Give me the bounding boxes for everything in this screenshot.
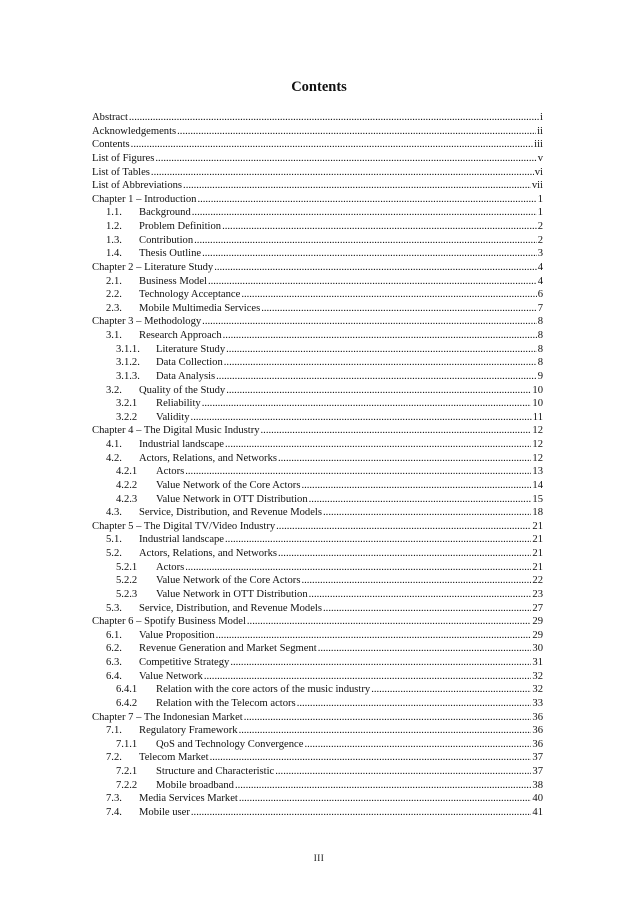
toc-entry-page: 2 (537, 234, 543, 246)
toc-entry-number: 1.2. (106, 221, 122, 232)
dot-leader (304, 738, 531, 752)
toc-entry[interactable] (92, 411, 543, 425)
toc-entry-label: Value Network in OTT Distribution (156, 588, 308, 600)
toc-entry[interactable] (92, 724, 543, 738)
toc-entry[interactable] (92, 683, 543, 697)
toc-entry-label: Telecom Market (139, 752, 209, 764)
toc-entry-label: Service, Distribution, and Revenue Models (139, 602, 323, 614)
toc-entry-page: 8 (537, 357, 543, 369)
toc-entry-label: Chapter 6 – Spotify Business Model (92, 616, 246, 628)
toc-entry[interactable] (92, 656, 543, 670)
dot-leader (261, 302, 536, 316)
toc-entry[interactable] (92, 751, 543, 765)
toc-entry-label: Relation with the Telecom actors (156, 697, 296, 709)
toc-entry[interactable] (92, 424, 543, 438)
toc-entry-number: 1.3. (106, 234, 122, 246)
toc-entry-label: Mobile user (139, 806, 190, 818)
toc-entry-page: 41 (532, 806, 543, 818)
toc-entry-label: Regulatory Framework (139, 725, 238, 737)
dot-leader (225, 438, 531, 452)
toc-entry-page: 36 (532, 725, 543, 737)
toc-entry-label: Value Network of the Core Actors (156, 575, 301, 587)
dot-leader (235, 779, 531, 793)
toc-entry-label: Industrial landscape (139, 534, 225, 546)
dot-leader (323, 506, 531, 520)
toc-entry-number: 3.1.1. (116, 343, 140, 355)
toc-entry[interactable] (92, 738, 543, 752)
toc-entry[interactable] (92, 765, 543, 779)
toc-entry-label: Chapter 2 – Literature Study (92, 261, 214, 273)
toc-entry[interactable] (92, 452, 543, 466)
toc-entry-label: Research Approach (139, 330, 222, 341)
toc-entry-page: 29 (532, 616, 543, 628)
toc-entry-label: Acknowledgements (92, 125, 177, 137)
toc-entry-label: Mobile broadband (156, 779, 234, 791)
dot-leader (216, 370, 537, 384)
toc-entry-label: Value Network of the Core Actors (156, 479, 301, 491)
toc-entry[interactable] (92, 370, 543, 384)
toc-entry[interactable] (92, 125, 543, 139)
toc-entry-label: List of Figures (92, 152, 155, 164)
toc-entry-page: 36 (532, 711, 543, 723)
toc-entry-page: 33 (532, 697, 543, 709)
toc-entry[interactable] (92, 234, 543, 248)
toc-entry-page: 1 (537, 193, 543, 205)
dot-leader (202, 315, 537, 329)
toc-entry-page: 8 (537, 316, 543, 328)
toc-entry-page: 11 (532, 411, 543, 423)
toc-entry[interactable] (92, 206, 543, 220)
toc-entry[interactable] (92, 166, 543, 180)
dot-leader (226, 384, 531, 398)
dot-leader (194, 234, 537, 248)
dot-leader (216, 629, 532, 643)
toc-entry-number: 6.4.1 (116, 684, 138, 696)
toc-entry-label: Chapter 7 – The Indonesian Market (92, 711, 243, 723)
toc-entry-label: Structure and Characteristic (156, 766, 275, 777)
dot-leader (239, 792, 532, 806)
dot-leader (185, 561, 531, 575)
toc-entry-page: 37 (532, 766, 543, 777)
toc-entry-page: 23 (532, 588, 543, 600)
toc-entry-page: 1 (537, 207, 543, 219)
toc-entry[interactable] (92, 288, 543, 302)
toc-entry-label: Thesis Outline (139, 248, 202, 260)
toc-entry-number: 5.2.2 (116, 575, 138, 587)
toc-entry-number: 3.2. (106, 384, 122, 396)
toc-entry-label: Actors (156, 466, 185, 478)
dot-leader (276, 520, 531, 534)
toc-entry-page: vi (534, 166, 543, 178)
toc-entry[interactable] (92, 479, 543, 493)
dot-leader (223, 329, 537, 343)
toc-entry[interactable] (92, 179, 543, 193)
toc-entry-number: 4.2.2 (116, 479, 138, 491)
toc-entry-number: 6.3. (106, 657, 122, 668)
toc-entry[interactable] (92, 152, 543, 166)
dot-leader (318, 642, 532, 656)
toc-entry-number: 7.2.1 (116, 766, 138, 777)
toc-entry-label: List of Tables (92, 166, 150, 178)
toc-entry-label: Abstract (92, 112, 128, 123)
dot-leader (210, 751, 532, 765)
toc-entry-number: 2.1. (106, 275, 122, 287)
toc-entry-label: Actors (156, 561, 185, 573)
dot-leader (222, 220, 537, 234)
toc-entry-number: 7.1. (106, 725, 122, 737)
toc-entry[interactable] (92, 438, 543, 452)
toc-entry-page: 6 (537, 289, 543, 301)
toc-entry-number: 4.2.1 (116, 466, 138, 478)
toc-entry[interactable] (92, 711, 543, 725)
toc-entry-page: 14 (532, 479, 543, 491)
toc-entry[interactable] (92, 520, 543, 534)
toc-entry-number: 5.2. (106, 548, 122, 559)
toc-entry[interactable] (92, 547, 543, 561)
toc-entry[interactable] (92, 397, 543, 411)
toc-entry-label: Actors, Relations, and Networks (139, 452, 277, 464)
toc-entry[interactable] (92, 329, 543, 343)
page-number-footer: III (313, 853, 325, 863)
toc-entry-label: Chapter 5 – The Digital TV/Video Industry (92, 520, 276, 532)
toc-entry-page: 4 (537, 261, 543, 273)
dot-leader (197, 193, 536, 207)
toc-entry-label: Relation with the core actors of the music industry (156, 684, 371, 696)
toc-entry-label: Contribution (139, 234, 194, 246)
page-title: Contents (291, 79, 347, 95)
toc-entry-label: Media Services Market (139, 793, 238, 805)
toc-entry-page: 22 (532, 575, 543, 587)
toc-entry-number: 5.2.1 (116, 561, 138, 573)
dot-leader (301, 574, 531, 588)
toc-entry-page: 18 (532, 507, 543, 519)
toc-entry-label: Industrial landscape (139, 439, 225, 450)
toc-entry[interactable] (92, 343, 543, 357)
dot-leader (301, 479, 531, 493)
toc-entry-label: Literature Study (156, 343, 226, 355)
dot-leader (309, 588, 532, 602)
toc-entry-page: 32 (532, 684, 543, 696)
toc-entry[interactable] (92, 247, 543, 261)
dot-leader (204, 670, 532, 684)
dot-leader (371, 683, 531, 697)
toc-entry[interactable] (92, 642, 543, 656)
dot-leader (278, 547, 531, 561)
toc-entry[interactable] (92, 138, 543, 152)
toc-entry-page: 31 (532, 657, 543, 668)
toc-entry-page: 37 (532, 752, 543, 764)
toc-entry-label: Value Network in OTT Distribution (156, 493, 308, 505)
toc-entry-label: Actors, Relations, and Networks (139, 548, 277, 559)
toc-entry-label: Chapter 4 – The Digital Music Industry (92, 425, 260, 437)
toc-entry-number: 4.1. (106, 439, 122, 450)
toc-entry-label: Value Network (139, 670, 203, 682)
toc-entry[interactable] (92, 574, 543, 588)
dot-leader (214, 261, 536, 275)
toc-entry-label: Problem Definition (139, 221, 222, 232)
toc-entry[interactable] (92, 111, 543, 125)
toc-entry-page: vii (531, 180, 543, 192)
dot-leader (155, 152, 536, 166)
dot-leader (244, 711, 532, 725)
toc-entry-label: List of Abbreviations (92, 180, 183, 192)
dot-leader (191, 806, 532, 820)
toc-entry-page: 13 (532, 466, 543, 478)
toc-entry-page: 12 (532, 452, 543, 464)
toc-entry[interactable] (92, 561, 543, 575)
dot-leader (129, 111, 539, 125)
toc-entry-page: 36 (532, 738, 543, 750)
toc-entry-number: 6.4. (106, 670, 122, 682)
toc-entry-number: 7.2. (106, 752, 122, 764)
toc-entry-label: Chapter 1 – Introduction (92, 193, 197, 205)
toc-entry-number: 5.3. (106, 602, 122, 614)
toc-entry-label: Data Collection (156, 357, 223, 369)
toc-entry-number: 2.2. (106, 289, 122, 301)
toc-entry-page: 21 (532, 548, 543, 559)
toc-entry-number: 1.4. (106, 248, 122, 260)
dot-leader (177, 125, 536, 139)
toc-entry-page: ii (537, 125, 543, 137)
dot-leader (241, 288, 536, 302)
dot-leader (239, 724, 532, 738)
table-of-contents (92, 111, 543, 820)
toc-entry-number: 6.2. (106, 643, 122, 655)
toc-entry-label: Competitive Strategy (139, 657, 230, 668)
toc-entry-label: Data Analysis (156, 370, 216, 382)
toc-entry-page: 27 (532, 602, 543, 614)
toc-entry[interactable] (92, 302, 543, 316)
toc-entry-number: 5.2.3 (116, 588, 138, 600)
toc-entry-number: 5.1. (106, 534, 122, 546)
toc-entry-label: Quality of the Study (139, 384, 226, 396)
toc-entry[interactable] (92, 602, 543, 616)
dot-leader (183, 179, 531, 193)
toc-entry-number: 6.1. (106, 629, 122, 641)
toc-entry-page: 12 (532, 425, 543, 437)
dot-leader (202, 397, 532, 411)
toc-entry-page: 10 (532, 384, 543, 396)
toc-entry-page: 8 (537, 343, 543, 355)
toc-entry-number: 3.2.2 (116, 411, 138, 423)
toc-entry-number: 3.2.1 (116, 398, 138, 410)
toc-entry[interactable] (92, 261, 543, 275)
toc-entry[interactable] (92, 220, 543, 234)
toc-entry[interactable] (92, 792, 543, 806)
toc-entry-label: Validity (156, 411, 190, 423)
toc-entry-page: iii (534, 139, 543, 151)
toc-entry-label: Revenue Generation and Market Segment (139, 643, 317, 655)
toc-entry[interactable] (92, 315, 543, 329)
dot-leader (131, 138, 533, 152)
toc-entry-page: 12 (532, 439, 543, 450)
toc-entry-label: Business Model (139, 275, 207, 287)
toc-entry[interactable] (92, 806, 543, 820)
toc-entry-page: 30 (532, 643, 543, 655)
toc-entry-label: Reliability (156, 398, 201, 410)
dot-leader (309, 493, 532, 507)
toc-entry-number: 7.4. (106, 806, 122, 818)
toc-entry-number: 7.1.1 (116, 738, 138, 750)
toc-entry-page: v (537, 152, 543, 164)
toc-entry-page: 32 (532, 670, 543, 682)
toc-entry-page: 7 (537, 302, 543, 314)
dot-leader (224, 356, 537, 370)
toc-entry-label: Mobile Multimedia Services (139, 302, 261, 314)
toc-entry-page: 21 (532, 520, 543, 532)
dot-leader (185, 465, 531, 479)
toc-entry-page: 21 (532, 561, 543, 573)
toc-entry-page: 3 (537, 248, 543, 260)
toc-entry-number: 7.2.2 (116, 779, 138, 791)
toc-entry-page: 15 (532, 493, 543, 505)
toc-entry-number: 3.1.3. (116, 370, 140, 382)
toc-entry-number: 4.2. (106, 452, 122, 464)
dot-leader (192, 206, 537, 220)
toc-entry[interactable] (92, 193, 543, 207)
toc-entry-label: QoS and Technology Convergence (156, 738, 304, 750)
toc-entry-number: 2.3. (106, 302, 122, 314)
dot-leader (278, 452, 531, 466)
dot-leader (275, 765, 531, 779)
toc-entry-number: 6.4.2 (116, 697, 138, 709)
toc-entry-number: 3.1.2. (116, 357, 140, 369)
toc-entry-label: Background (139, 207, 191, 219)
toc-entry-page: 38 (532, 779, 543, 791)
dot-leader (247, 615, 532, 629)
toc-entry[interactable] (92, 356, 543, 370)
dot-leader (151, 166, 534, 180)
dot-leader (202, 247, 537, 261)
toc-entry-label: Chapter 3 – Methodology (92, 316, 202, 328)
toc-entry[interactable] (92, 588, 543, 602)
toc-entry[interactable] (92, 506, 543, 520)
toc-entry-page: 40 (532, 793, 543, 805)
toc-entry-number: 4.3. (106, 507, 122, 519)
dot-leader (261, 424, 532, 438)
toc-entry-label: Service, Distribution, and Revenue Models (139, 507, 323, 519)
dot-leader (191, 411, 532, 425)
dot-leader (226, 343, 537, 357)
toc-entry[interactable] (92, 275, 543, 289)
dot-leader (208, 275, 537, 289)
toc-entry[interactable] (92, 615, 543, 629)
toc-entry-label: Technology Acceptance (139, 289, 241, 301)
dot-leader (230, 656, 531, 670)
toc-entry[interactable] (92, 629, 543, 643)
toc-entry-number: 3.1. (106, 330, 122, 341)
toc-entry-page: i (540, 112, 543, 123)
toc-entry-label: Contents (92, 139, 130, 151)
toc-entry-number: 4.2.3 (116, 493, 138, 505)
toc-entry-label: Value Proposition (139, 629, 215, 641)
toc-entry[interactable] (92, 697, 543, 711)
toc-entry[interactable] (92, 493, 543, 507)
toc-entry[interactable] (92, 779, 543, 793)
toc-entry-page: 10 (532, 398, 543, 410)
toc-entry-page: 21 (532, 534, 543, 546)
toc-entry[interactable] (92, 533, 543, 547)
toc-entry[interactable] (92, 465, 543, 479)
toc-entry-number: 7.3. (106, 793, 122, 805)
dot-leader (225, 533, 531, 547)
dot-leader (323, 602, 531, 616)
dot-leader (297, 697, 532, 711)
toc-entry[interactable] (92, 384, 543, 398)
toc-entry-page: 2 (537, 221, 543, 232)
toc-entry-page: 29 (532, 629, 543, 641)
toc-entry-page: 9 (537, 370, 543, 382)
toc-entry-page: 8 (537, 330, 543, 341)
toc-entry[interactable] (92, 670, 543, 684)
toc-entry-page: 4 (537, 275, 543, 287)
toc-entry-number: 1.1. (106, 207, 122, 219)
